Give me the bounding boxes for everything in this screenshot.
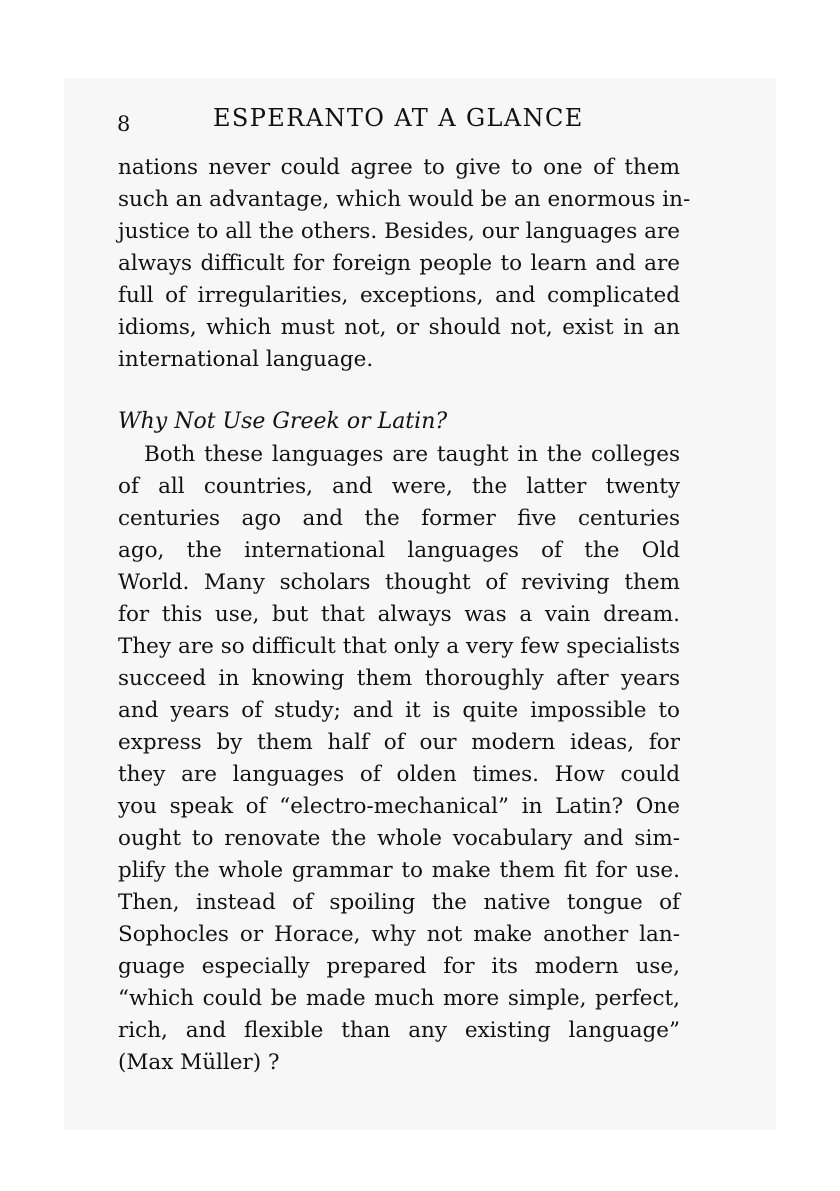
text-line: rich, and flexible than any existing language” (118, 1018, 680, 1043)
text-line: ago, the international languages of the Old (118, 538, 680, 563)
text-line: international language. (118, 347, 374, 372)
text-line: express by them half of our modern ideas, for (118, 730, 680, 755)
running-title: ESPERANTO AT A GLANCE (213, 104, 584, 132)
text-line: justice to all the others. Besides, our languages are (118, 219, 680, 244)
text-line: guage especially prepared for its modern use, (118, 954, 680, 979)
text-line: (Max Müller) ? (118, 1050, 280, 1075)
text-line: succeed in knowing them thoroughly after years (118, 666, 680, 691)
text-line: They are so difficult that only a very few specialists (118, 634, 680, 659)
text-line: full of irregularities, exceptions, and complicated (118, 283, 680, 308)
text-line: idioms, which must not, or should not, exist in an (118, 315, 680, 340)
text-line: and years of study; and it is quite impossible to (118, 698, 680, 723)
text-line: centuries ago and the former five centuries (118, 506, 680, 531)
text-line: for this use, but that always was a vain dream. (118, 602, 680, 627)
text-line: nations never could agree to give to one of them (118, 155, 680, 180)
text-line: always difficult for foreign people to learn and are (118, 251, 680, 276)
section-heading: Why Not Use Greek or Latin? (118, 409, 448, 434)
text-line: ought to renovate the whole vocabulary and sim- (118, 826, 680, 851)
text-line: they are languages of olden times. How could (118, 762, 680, 787)
paragraph-2 (118, 439, 680, 1079)
text-line: Sophocles or Horace, why not make another lan- (118, 922, 680, 947)
text-line: plify the whole grammar to make them fit for use. (118, 858, 680, 883)
page-header (117, 104, 717, 138)
text-line: “which could be made much more simple, perfect, (118, 986, 680, 1011)
text-line: of all countries, and were, the latter twenty (118, 474, 680, 499)
text-line: Then, instead of spoiling the native tongue of (118, 890, 680, 915)
text-line: Both these languages are taught in the colleges (144, 442, 680, 467)
text-line: you speak of “electro-mechanical” in Latin? One (118, 794, 680, 819)
page-number: 8 (117, 112, 131, 136)
text-line: such an advantage, which would be an enormous in- (118, 187, 691, 212)
text-line: World. Many scholars thought of reviving them (118, 570, 680, 595)
paragraph-1 (118, 152, 691, 376)
